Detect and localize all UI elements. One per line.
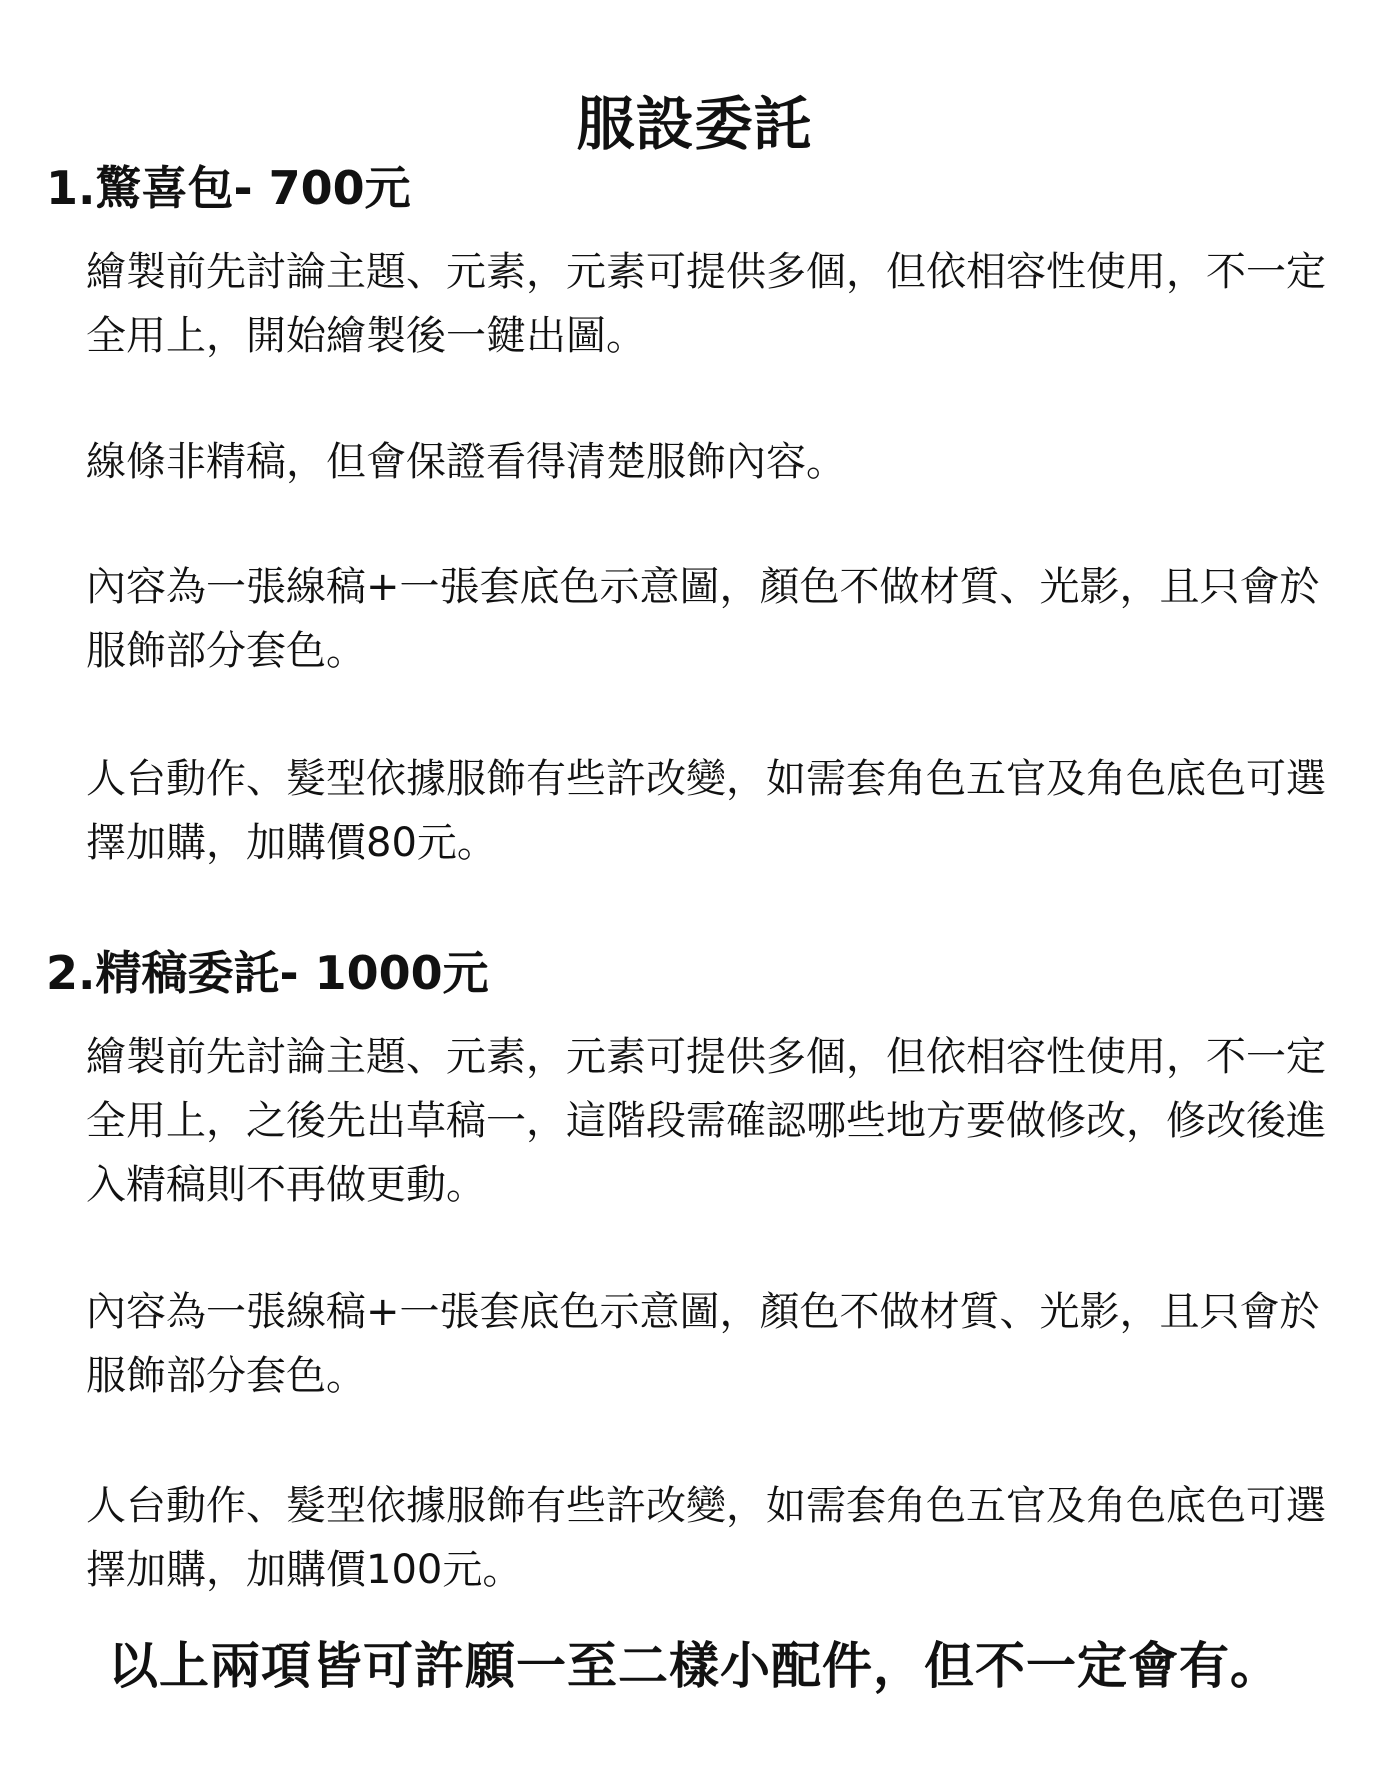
- section-2-paragraph-discussion: 繪製前先討論主題、元素，元素可提供多個，但依相容性使用，不一定全用上，之後先出草稿一，這階段需確認哪些地方要做修改，修改後進入精稿則不再做更動。: [86, 1034, 1326, 1208]
- section-1-paragraph-addon: 人台動作、髮型依據服飾有些許改變，如需套角色五官及角色底色可選擇加購，加購價80元。: [86, 756, 1326, 866]
- section-2-paragraph-addon: 人台動作、髮型依據服飾有些許改變，如需套角色五官及角色底色可選擇加購，加購價100元。: [86, 1483, 1326, 1593]
- page-title: 服設委託: [576, 89, 813, 158]
- section-1-paragraph-discussion: 繪製前先討論主題、元素，元素可提供多個，但依相容性使用，不一定全用上，開始繪製後一鍵出圖。: [86, 249, 1326, 359]
- section-1-paragraph-lineart: 線條非精稿，但會保證看得清楚服飾內容。: [86, 439, 846, 485]
- section-1-paragraph-content: 內容為一張線稿+一張套底色示意圖，顏色不做材質、光影，且只會於服飾部分套色。: [86, 564, 1320, 674]
- section-heading-surprise-pack: 1.驚喜包- 700元: [46, 161, 411, 215]
- section-heading-refined-commission: 2.精稿委託- 1000元: [46, 946, 489, 1000]
- section-2-paragraph-content: 內容為一張線稿+一張套底色示意圖，顏色不做材質、光影，且只會於服飾部分套色。: [86, 1289, 1320, 1399]
- footer-note: 以上兩項皆可許願一至二樣小配件，但不一定會有。: [108, 1637, 1281, 1695]
